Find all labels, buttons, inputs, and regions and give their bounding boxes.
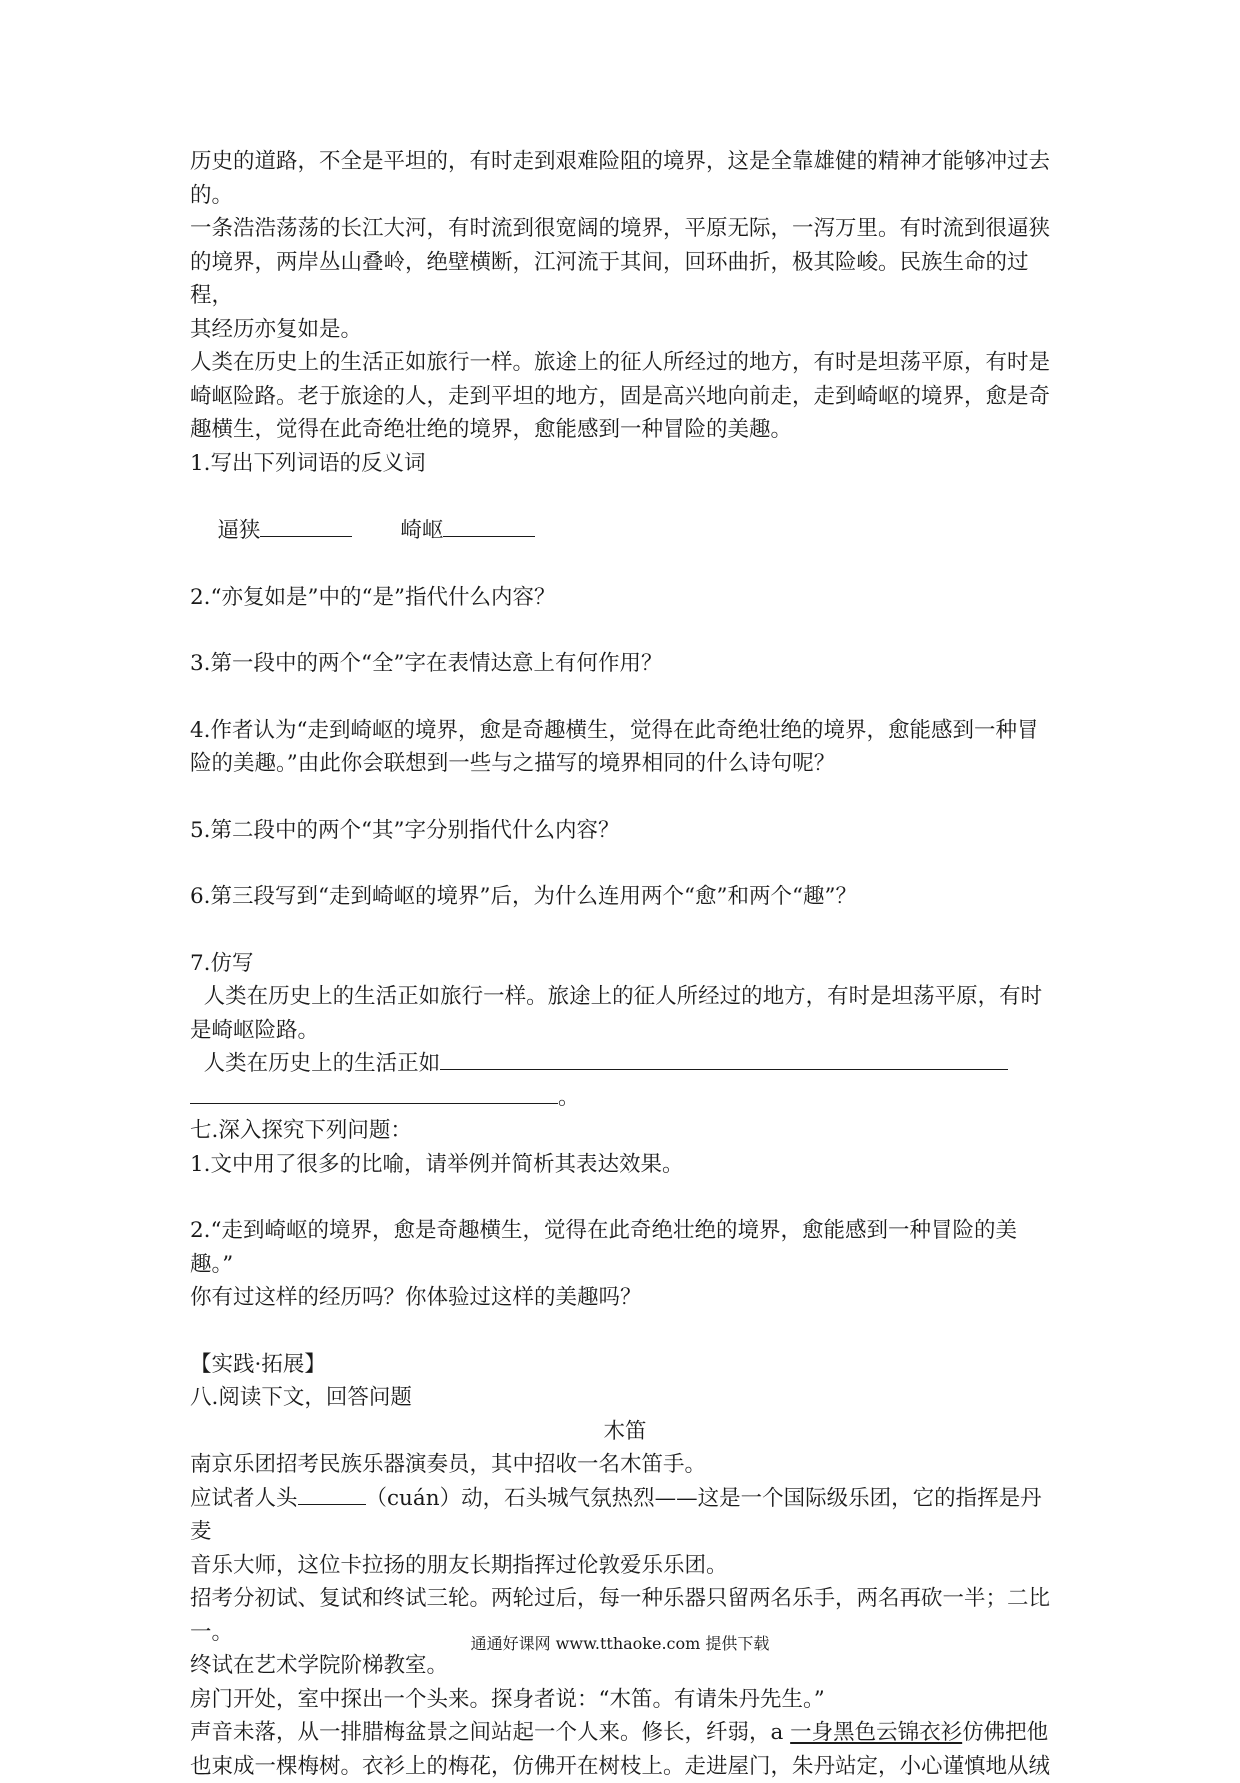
question-5: 5.第二段中的两个“其”字分别指代什么内容？ xyxy=(190,814,1060,848)
article-line: 也束成一棵梅树。衣衫上的梅花，仿佛开在树枝上。走进屋门，朱丹站定，小心谨慎地从绒 xyxy=(190,1750,1060,1783)
question-3: 3.第一段中的两个“全”字在表情达意上有何作用？ xyxy=(190,647,1060,681)
section-7-question-2-cont: 你有过这样的经历吗？你体验过这样的美趣吗？ xyxy=(190,1281,1060,1315)
answer-blank[interactable] xyxy=(443,514,535,537)
page-footer: 通通好课网 www.tthaoke.com 提供下载 xyxy=(0,1632,1240,1656)
q1-word-1: 逼狭 xyxy=(217,518,260,543)
underlined-phrase: 一身黑色云锦衣衫 xyxy=(790,1720,962,1745)
question-1-words xyxy=(190,480,1060,581)
article-line: 音乐大师，这位卡拉扬的朋友长期指挥过伦敦爱乐乐团。 xyxy=(190,1549,1060,1583)
article-title: 木笛 xyxy=(190,1415,1060,1449)
question-1: 1.写出下列词语的反义词 xyxy=(190,447,1060,481)
q1-word-2: 崎岖 xyxy=(400,518,443,543)
answer-blank[interactable] xyxy=(260,514,352,537)
passage-line: 趣横生，觉得在此奇绝壮绝的境界，愈能感到一种冒险的美趣。 xyxy=(190,413,1060,447)
section-8-heading: 八.阅读下文，回答问题 xyxy=(190,1381,1060,1415)
article-line: 一。 xyxy=(190,1616,1060,1650)
question-4: 4.作者认为“走到崎岖的境界，愈是奇趣横生，觉得在此奇绝壮绝的境界，愈能感到一种冒 xyxy=(190,714,1060,748)
section-7-question-1: 1.文中用了很多的比喻，请举例并简析其表达效果。 xyxy=(190,1148,1060,1182)
article-line: 招考分初试、复试和终试三轮。两轮过后，每一种乐器只留两名乐手，两名再砍一半；二比 xyxy=(190,1582,1060,1616)
question-7-sample: 人类在历史上的生活正如旅行一样。旅途上的征人所经过的地方，有时是坦荡平原，有时 xyxy=(190,980,1060,1014)
article-line: 南京乐团招考民族乐器演奏员，其中招收一名木笛手。 xyxy=(190,1448,1060,1482)
answer-blank[interactable] xyxy=(298,1482,366,1505)
article-line: 终试在艺术学院阶梯教室。 xyxy=(190,1649,1060,1683)
passage-line: 的境界，两岸丛山叠岭，绝壁横断，江河流于其间，回环曲折，极其险峻。民族生命的过程， xyxy=(190,246,1060,313)
article-line: 应试者人头 （cuán）动，石头城气氛热烈——这是一个国际级乐团，它的指挥是丹麦 xyxy=(190,1482,1060,1549)
question-6: 6.第三段写到“走到崎岖的境界”后，为什么连用两个“愈”和两个“趣”？ xyxy=(190,880,1060,914)
passage-line: 一条浩浩荡荡的长江大河，有时流到很宽阔的境界，平原无际，一泻万里。有时流到很逼狭 xyxy=(190,212,1060,246)
passage-line: 崎岖险路。老于旅途的人，走到平坦的地方，固是高兴地向前走，走到崎岖的境界，愈是奇 xyxy=(190,380,1060,414)
article-line: 声音未落，从一排腊梅盆景之间站起一个人来。修长，纤弱，a 一身黑色云锦衣衫仿佛把他 xyxy=(190,1716,1060,1750)
answer-blank[interactable] xyxy=(190,1081,558,1104)
question-7-prompt-cont: 。 xyxy=(190,1081,1060,1115)
practice-header: 【实践·拓展】 xyxy=(190,1348,1060,1382)
answer-blank[interactable] xyxy=(440,1047,1008,1070)
article-line: 房门开处，室中探出一个头来。探身者说：“木笛。有请朱丹先生。” xyxy=(190,1683,1060,1717)
passage-line: 其经历亦复如是。 xyxy=(190,313,1060,347)
question-7: 7.仿写 xyxy=(190,947,1060,981)
passage-line: 历史的道路，不全是平坦的，有时走到艰难险阻的境界，这是全靠雄健的精神才能够冲过去 xyxy=(190,145,1060,179)
passage-line: 人类在历史上的生活正如旅行一样。旅途上的征人所经过的地方，有时是坦荡平原，有时是 xyxy=(190,346,1060,380)
question-4-cont: 险的美趣。”由此你会联想到一些与之描写的境界相同的什么诗句呢？ xyxy=(190,747,1060,781)
document-page xyxy=(190,145,1060,1783)
question-7-sample-cont: 是崎岖险路。 xyxy=(190,1014,1060,1048)
section-7-question-2: 2.“走到崎岖的境界，愈是奇趣横生，觉得在此奇绝壮绝的境界，愈能感到一种冒险的美趣。” xyxy=(190,1214,1060,1281)
passage-line: 的。 xyxy=(190,179,1060,213)
section-7-heading: 七.深入探究下列问题： xyxy=(190,1114,1060,1148)
question-2: 2.“亦复如是”中的“是”指代什么内容？ xyxy=(190,581,1060,615)
question-7-prompt: 人类在历史上的生活正如 xyxy=(190,1047,1060,1081)
